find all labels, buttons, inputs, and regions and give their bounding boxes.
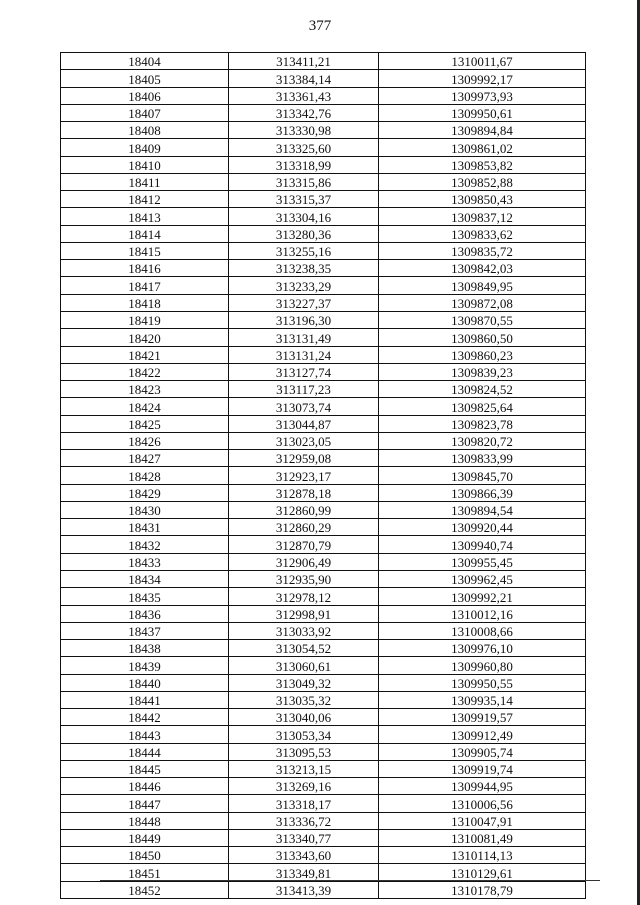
table-row: [61, 70, 586, 87]
y-coordinate-cell: 1309837,12: [379, 208, 586, 225]
y-coordinate-cell: 1310008,66: [379, 622, 586, 639]
point-number-cell: 18430: [61, 501, 229, 518]
y-coordinate-cell: 1309960,80: [379, 657, 586, 674]
table-row: [61, 743, 586, 760]
y-coordinate-cell: 1310047,91: [379, 812, 586, 829]
point-number-cell: 18407: [61, 104, 229, 121]
table-row: [61, 346, 586, 363]
x-coordinate-cell: 313040,06: [229, 709, 379, 726]
point-number-cell: 18435: [61, 588, 229, 605]
y-coordinate-cell: 1309845,70: [379, 467, 586, 484]
table-row: [61, 53, 586, 70]
table-row: [61, 674, 586, 691]
x-coordinate-cell: 313325,60: [229, 139, 379, 156]
table-row: [61, 812, 586, 829]
point-number-cell: 18425: [61, 415, 229, 432]
table-row: [61, 329, 586, 346]
table-row: [61, 87, 586, 104]
x-coordinate-cell: 313361,43: [229, 87, 379, 104]
y-coordinate-cell: 1309912,49: [379, 726, 586, 743]
bottom-rule: [100, 880, 600, 881]
table-row: [61, 519, 586, 536]
point-number-cell: 18415: [61, 242, 229, 259]
table-row: [61, 536, 586, 553]
y-coordinate-cell: 1309962,45: [379, 570, 586, 587]
point-number-cell: 18421: [61, 346, 229, 363]
y-coordinate-cell: 1309861,02: [379, 139, 586, 156]
y-coordinate-cell: 1309839,23: [379, 363, 586, 380]
x-coordinate-cell: 312870,79: [229, 536, 379, 553]
point-number-cell: 18437: [61, 622, 229, 639]
y-coordinate-cell: 1309835,72: [379, 242, 586, 259]
y-coordinate-cell: 1310006,56: [379, 795, 586, 812]
x-coordinate-cell: 313384,14: [229, 70, 379, 87]
point-number-cell: 18433: [61, 553, 229, 570]
y-coordinate-cell: 1309950,61: [379, 104, 586, 121]
table-row: [61, 139, 586, 156]
table-row: [61, 622, 586, 639]
x-coordinate-cell: 312959,08: [229, 450, 379, 467]
table-row: [61, 381, 586, 398]
x-coordinate-cell: 313213,15: [229, 760, 379, 777]
x-coordinate-cell: 313035,32: [229, 691, 379, 708]
y-coordinate-cell: 1309955,45: [379, 553, 586, 570]
table-row: [61, 640, 586, 657]
table-row: [61, 208, 586, 225]
point-number-cell: 18429: [61, 484, 229, 501]
point-number-cell: 18417: [61, 277, 229, 294]
x-coordinate-cell: 312906,49: [229, 553, 379, 570]
point-number-cell: 18434: [61, 570, 229, 587]
table-row: [61, 847, 586, 864]
y-coordinate-cell: 1309849,95: [379, 277, 586, 294]
table-row: [61, 726, 586, 743]
table-row: [61, 760, 586, 777]
table-row: [61, 294, 586, 311]
point-number-cell: 18451: [61, 864, 229, 881]
y-coordinate-cell: 1309825,64: [379, 398, 586, 415]
y-coordinate-cell: 1309919,57: [379, 709, 586, 726]
y-coordinate-cell: 1309853,82: [379, 156, 586, 173]
point-number-cell: 18427: [61, 450, 229, 467]
y-coordinate-cell: 1309842,03: [379, 260, 586, 277]
point-number-cell: 18440: [61, 674, 229, 691]
x-coordinate-cell: 313315,37: [229, 191, 379, 208]
y-coordinate-cell: 1309992,21: [379, 588, 586, 605]
x-coordinate-cell: 313060,61: [229, 657, 379, 674]
y-coordinate-cell: 1309919,74: [379, 760, 586, 777]
x-coordinate-cell: 313033,92: [229, 622, 379, 639]
x-coordinate-cell: 313049,32: [229, 674, 379, 691]
y-coordinate-cell: 1309992,17: [379, 70, 586, 87]
point-number-cell: 18450: [61, 847, 229, 864]
x-coordinate-cell: 312860,99: [229, 501, 379, 518]
point-number-cell: 18420: [61, 329, 229, 346]
page-number: 377: [308, 18, 332, 34]
table-row: [61, 484, 586, 501]
x-coordinate-cell: 313196,30: [229, 311, 379, 328]
table-row: [61, 778, 586, 795]
x-coordinate-cell: 313342,76: [229, 104, 379, 121]
table-row: [61, 191, 586, 208]
table-row: [61, 277, 586, 294]
point-number-cell: 18431: [61, 519, 229, 536]
x-coordinate-cell: 313023,05: [229, 432, 379, 449]
point-number-cell: 18444: [61, 743, 229, 760]
point-number-cell: 18438: [61, 640, 229, 657]
point-number-cell: 18418: [61, 294, 229, 311]
x-coordinate-cell: 313233,29: [229, 277, 379, 294]
point-number-cell: 18411: [61, 173, 229, 190]
x-coordinate-cell: 313349,81: [229, 864, 379, 881]
x-coordinate-cell: 313131,49: [229, 329, 379, 346]
y-coordinate-cell: 1309973,93: [379, 87, 586, 104]
table-row: [61, 363, 586, 380]
x-coordinate-cell: 313095,53: [229, 743, 379, 760]
point-number-cell: 18416: [61, 260, 229, 277]
table-row: [61, 225, 586, 242]
x-coordinate-cell: 313054,52: [229, 640, 379, 657]
x-coordinate-cell: 313318,99: [229, 156, 379, 173]
point-number-cell: 18408: [61, 122, 229, 139]
y-coordinate-cell: 1309872,08: [379, 294, 586, 311]
point-number-cell: 18428: [61, 467, 229, 484]
x-coordinate-cell: 312978,12: [229, 588, 379, 605]
y-coordinate-cell: 1309824,52: [379, 381, 586, 398]
point-number-cell: 18439: [61, 657, 229, 674]
x-coordinate-cell: 313127,74: [229, 363, 379, 380]
x-coordinate-cell: 313044,87: [229, 415, 379, 432]
table-row: [61, 432, 586, 449]
x-coordinate-cell: 313330,98: [229, 122, 379, 139]
x-coordinate-cell: 313304,16: [229, 208, 379, 225]
table-row: [61, 553, 586, 570]
point-number-cell: 18406: [61, 87, 229, 104]
point-number-cell: 18410: [61, 156, 229, 173]
y-coordinate-cell: 1310081,49: [379, 829, 586, 846]
table-row: [61, 588, 586, 605]
table-row: [61, 311, 586, 328]
point-number-cell: 18432: [61, 536, 229, 553]
x-coordinate-cell: 313340,77: [229, 829, 379, 846]
y-coordinate-cell: 1309852,88: [379, 173, 586, 190]
y-coordinate-cell: 1310178,79: [379, 881, 586, 898]
point-number-cell: 18449: [61, 829, 229, 846]
table-row: [61, 260, 586, 277]
x-coordinate-cell: 313413,39: [229, 881, 379, 898]
x-coordinate-cell: 313315,86: [229, 173, 379, 190]
y-coordinate-cell: 1309833,99: [379, 450, 586, 467]
table-row: [61, 415, 586, 432]
x-coordinate-cell: 313053,34: [229, 726, 379, 743]
table-row: [61, 795, 586, 812]
table-row: [61, 691, 586, 708]
x-coordinate-cell: 312935,90: [229, 570, 379, 587]
table-row: [61, 881, 586, 898]
point-number-cell: 18414: [61, 225, 229, 242]
table-row: [61, 467, 586, 484]
x-coordinate-cell: 313318,17: [229, 795, 379, 812]
point-number-cell: 18405: [61, 70, 229, 87]
y-coordinate-cell: 1309935,14: [379, 691, 586, 708]
y-coordinate-cell: 1309860,23: [379, 346, 586, 363]
x-coordinate-cell: 313343,60: [229, 847, 379, 864]
point-number-cell: 18446: [61, 778, 229, 795]
x-coordinate-cell: 312998,91: [229, 605, 379, 622]
y-coordinate-cell: 1309894,84: [379, 122, 586, 139]
x-coordinate-cell: 313280,36: [229, 225, 379, 242]
point-number-cell: 18448: [61, 812, 229, 829]
y-coordinate-cell: 1309833,62: [379, 225, 586, 242]
table-row: [61, 122, 586, 139]
table-row: [61, 829, 586, 846]
x-coordinate-cell: 313227,37: [229, 294, 379, 311]
point-number-cell: 18413: [61, 208, 229, 225]
point-number-cell: 18445: [61, 760, 229, 777]
point-number-cell: 18452: [61, 881, 229, 898]
y-coordinate-cell: 1310114,13: [379, 847, 586, 864]
point-number-cell: 18404: [61, 53, 229, 70]
point-number-cell: 18412: [61, 191, 229, 208]
table-row: [61, 173, 586, 190]
x-coordinate-cell: 313336,72: [229, 812, 379, 829]
point-number-cell: 18424: [61, 398, 229, 415]
y-coordinate-cell: 1309920,44: [379, 519, 586, 536]
y-coordinate-cell: 1309823,78: [379, 415, 586, 432]
y-coordinate-cell: 1310012,16: [379, 605, 586, 622]
table-row: [61, 398, 586, 415]
table-row: [61, 501, 586, 518]
x-coordinate-cell: 313411,21: [229, 53, 379, 70]
point-number-cell: 18419: [61, 311, 229, 328]
y-coordinate-cell: 1309905,74: [379, 743, 586, 760]
y-coordinate-cell: 1309950,55: [379, 674, 586, 691]
point-number-cell: 18447: [61, 795, 229, 812]
point-number-cell: 18443: [61, 726, 229, 743]
x-coordinate-cell: 312860,29: [229, 519, 379, 536]
y-coordinate-cell: 1309866,39: [379, 484, 586, 501]
x-coordinate-cell: 312878,18: [229, 484, 379, 501]
coordinates-table-body: [61, 53, 586, 899]
table-row: [61, 605, 586, 622]
y-coordinate-cell: 1309870,55: [379, 311, 586, 328]
point-number-cell: 18409: [61, 139, 229, 156]
y-coordinate-cell: 1309944,95: [379, 778, 586, 795]
x-coordinate-cell: 313073,74: [229, 398, 379, 415]
x-coordinate-cell: 313238,35: [229, 260, 379, 277]
y-coordinate-cell: 1310011,67: [379, 53, 586, 70]
point-number-cell: 18436: [61, 605, 229, 622]
y-coordinate-cell: 1309850,43: [379, 191, 586, 208]
point-number-cell: 18422: [61, 363, 229, 380]
x-coordinate-cell: 313117,23: [229, 381, 379, 398]
table-row: [61, 709, 586, 726]
coordinates-table: [60, 52, 586, 899]
table-row: [61, 450, 586, 467]
point-number-cell: 18441: [61, 691, 229, 708]
table-row: [61, 242, 586, 259]
table-row: [61, 104, 586, 121]
y-coordinate-cell: 1309894,54: [379, 501, 586, 518]
point-number-cell: 18426: [61, 432, 229, 449]
table-row: [61, 156, 586, 173]
y-coordinate-cell: 1309860,50: [379, 329, 586, 346]
table-row: [61, 864, 586, 881]
point-number-cell: 18423: [61, 381, 229, 398]
table-row: [61, 657, 586, 674]
x-coordinate-cell: 312923,17: [229, 467, 379, 484]
x-coordinate-cell: 313131,24: [229, 346, 379, 363]
y-coordinate-cell: 1310129,61: [379, 864, 586, 881]
y-coordinate-cell: 1309940,74: [379, 536, 586, 553]
y-coordinate-cell: 1309820,72: [379, 432, 586, 449]
point-number-cell: 18442: [61, 709, 229, 726]
x-coordinate-cell: 313269,16: [229, 778, 379, 795]
x-coordinate-cell: 313255,16: [229, 242, 379, 259]
y-coordinate-cell: 1309976,10: [379, 640, 586, 657]
table-row: [61, 570, 586, 587]
